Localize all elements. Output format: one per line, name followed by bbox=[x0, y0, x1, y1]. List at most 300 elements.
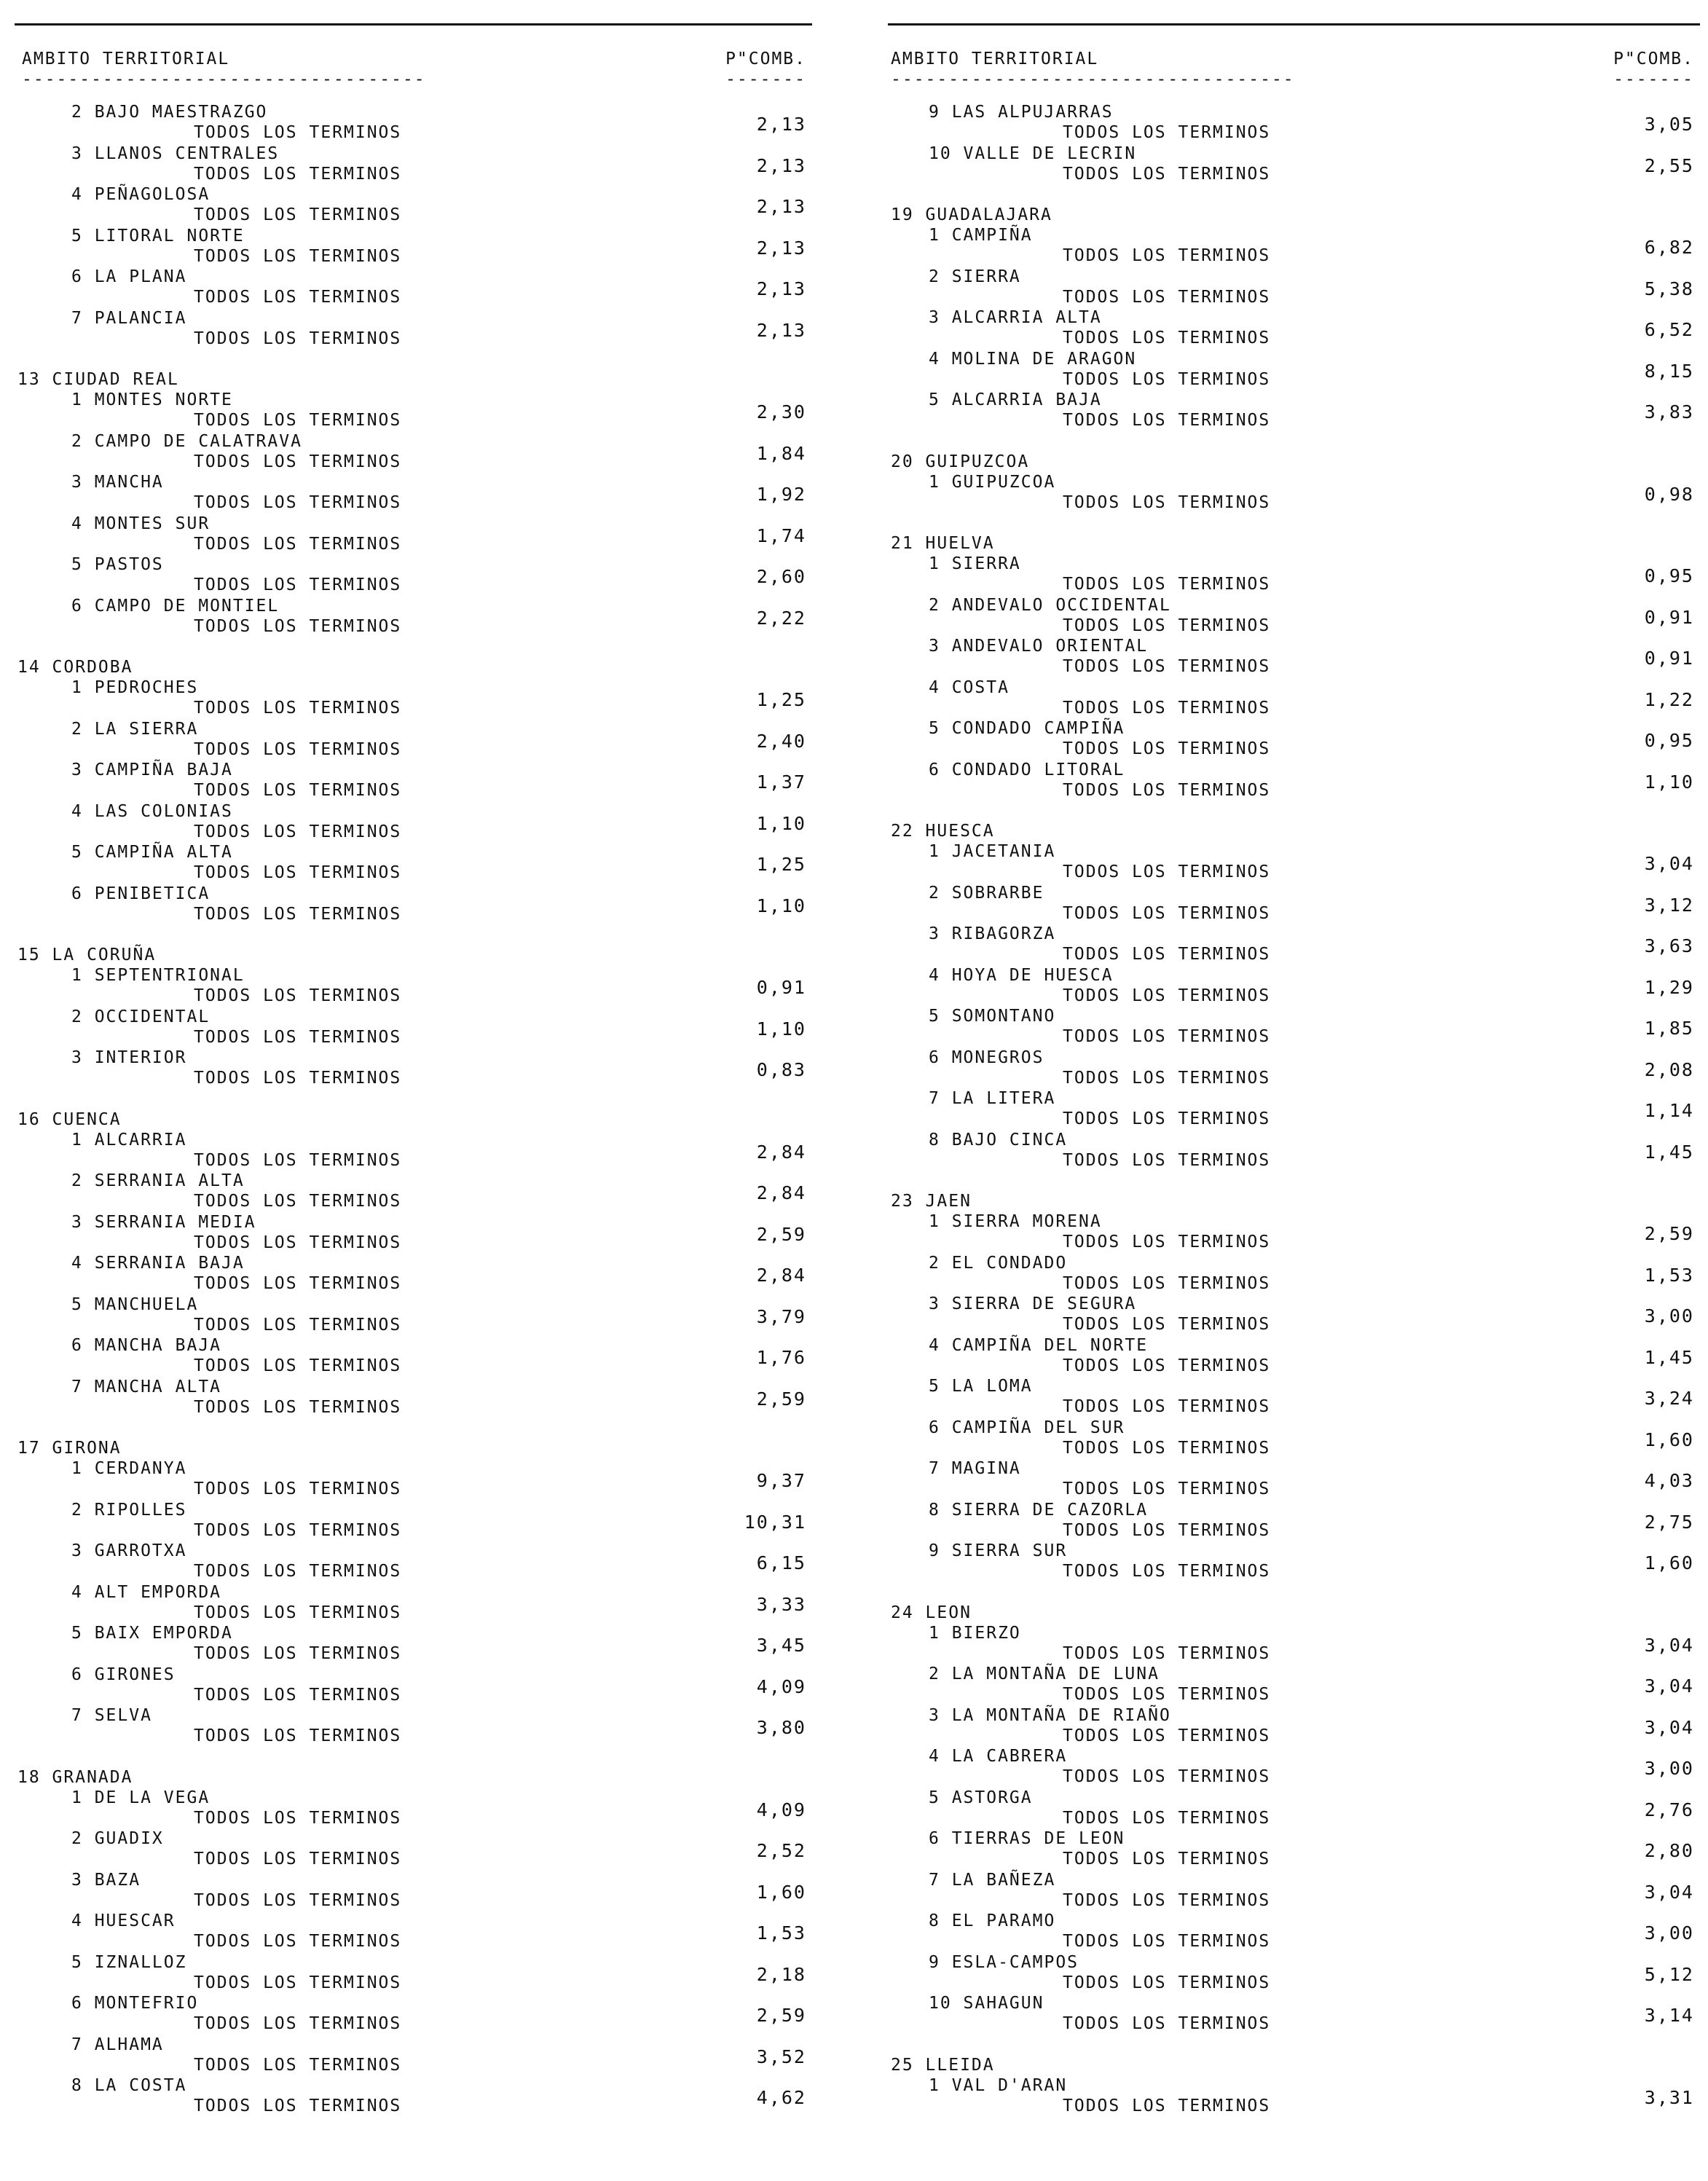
terminos-label: TODOS LOS TERMINOS bbox=[1063, 945, 1271, 964]
comarca-entry bbox=[0, 1993, 812, 2035]
pcomb-value: 3,31 bbox=[1644, 2086, 1694, 2108]
terminos-label: TODOS LOS TERMINOS bbox=[194, 699, 402, 718]
terminos-label: TODOS LOS TERMINOS bbox=[194, 1150, 402, 1170]
comarca-name: 2 ANDEVALO OCCIDENTAL bbox=[929, 595, 1171, 615]
comarca-entry bbox=[888, 1993, 1700, 2035]
comarca-name: 8 SIERRA DE CAZORLA bbox=[929, 1500, 1149, 1520]
terminos-label: TODOS LOS TERMINOS bbox=[1063, 1438, 1271, 1458]
left-column bbox=[0, 0, 812, 2181]
terminos-label: TODOS LOS TERMINOS bbox=[1063, 1356, 1271, 1375]
pcomb-value: 1,10 bbox=[1644, 771, 1694, 793]
block-spacer bbox=[888, 431, 1700, 452]
comarca-entry bbox=[0, 1828, 812, 1870]
terminos-label: TODOS LOS TERMINOS bbox=[1063, 1643, 1271, 1663]
pcomb-value: 6,52 bbox=[1644, 319, 1694, 340]
block-spacer bbox=[888, 1582, 1700, 1603]
comarca-entry bbox=[0, 760, 812, 801]
comarca-entry bbox=[888, 965, 1700, 1007]
terminos-label: TODOS LOS TERMINOS bbox=[194, 288, 402, 307]
comarca-entry bbox=[0, 842, 812, 884]
pcomb-value: 0,98 bbox=[1644, 483, 1694, 505]
terminos-label: TODOS LOS TERMINOS bbox=[194, 1685, 402, 1705]
province-heading: 14 CORDOBA bbox=[17, 658, 133, 677]
comarca-entry bbox=[0, 1623, 812, 1665]
top-rule bbox=[888, 23, 1700, 25]
pcomb-value: 2,18 bbox=[756, 1963, 806, 1985]
pcomb-value: 1,60 bbox=[756, 1881, 806, 1903]
comarca-entry bbox=[0, 1458, 812, 1500]
block-spacer bbox=[888, 2035, 1700, 2055]
pcomb-value: 2,59 bbox=[1644, 1223, 1694, 1244]
pcomb-value: 3,04 bbox=[1644, 1881, 1694, 1903]
comarca-entry bbox=[888, 1294, 1700, 1335]
comarca-name: 2 GUADIX bbox=[71, 1829, 164, 1848]
comarca-name: 5 SOMONTANO bbox=[929, 1007, 1056, 1026]
block-spacer bbox=[0, 637, 812, 657]
province-heading: 25 LLEIDA bbox=[891, 2055, 995, 2075]
pcomb-value: 3,83 bbox=[1644, 401, 1694, 423]
comarca-entry bbox=[888, 1253, 1700, 1294]
pcomb-value: 2,13 bbox=[756, 319, 806, 341]
terminos-label: TODOS LOS TERMINOS bbox=[1063, 369, 1271, 389]
block-spacer bbox=[0, 924, 812, 945]
comarca-entry bbox=[888, 1828, 1700, 1870]
ambito-underline: ----------------------------------- bbox=[22, 70, 426, 89]
province-heading: 19 GUADALAJARA bbox=[891, 205, 1052, 224]
comarca-entry bbox=[888, 102, 1700, 144]
pcomb-value: 1,22 bbox=[1644, 688, 1694, 710]
comarca-entry bbox=[0, 1130, 812, 1171]
pcomb-value: 5,38 bbox=[1644, 278, 1694, 299]
terminos-label: TODOS LOS TERMINOS bbox=[194, 411, 402, 430]
comarca-entry bbox=[0, 431, 812, 473]
comarca-name: 2 SERRANIA ALTA bbox=[71, 1171, 245, 1190]
pcomb-value: 2,80 bbox=[1644, 1840, 1694, 1861]
pcomb-underline: ------- bbox=[725, 70, 806, 89]
comarca-name: 3 ANDEVALO ORIENTAL bbox=[929, 637, 1149, 656]
comarca-name: 1 CAMPIÑA bbox=[929, 226, 1033, 245]
pcomb-value: 1,25 bbox=[756, 854, 806, 875]
comarca-entry bbox=[0, 472, 812, 514]
terminos-label: TODOS LOS TERMINOS bbox=[1063, 780, 1271, 800]
comarca-name: 2 RIPOLLES bbox=[71, 1500, 187, 1520]
pcomb-value: 0,91 bbox=[1644, 606, 1694, 628]
pcomb-value: 2,84 bbox=[756, 1265, 806, 1286]
comarca-entry bbox=[888, 307, 1700, 349]
comarca-name: 5 IZNALLOZ bbox=[71, 1952, 187, 1972]
terminos-label: TODOS LOS TERMINOS bbox=[1063, 575, 1271, 594]
comarca-name: 4 ALT EMPORDA bbox=[71, 1582, 222, 1602]
comarca-entry bbox=[0, 1705, 812, 1747]
pcomb-value: 2,84 bbox=[756, 1141, 806, 1163]
terminos-label: TODOS LOS TERMINOS bbox=[1063, 657, 1271, 676]
terminos-label: TODOS LOS TERMINOS bbox=[1063, 1109, 1271, 1128]
terminos-label: TODOS LOS TERMINOS bbox=[1063, 1850, 1271, 1868]
comarca-entry bbox=[0, 1952, 812, 1994]
pcomb-value: 0,95 bbox=[1644, 730, 1694, 751]
comarca-name: 4 MONTES SUR bbox=[71, 514, 210, 533]
comarca-entry bbox=[888, 349, 1700, 390]
pcomb-value: 1,60 bbox=[1644, 1429, 1694, 1450]
block-spacer bbox=[0, 349, 812, 369]
pcomb-value: 2,13 bbox=[756, 114, 806, 135]
comarca-entry bbox=[888, 144, 1700, 185]
terminos-label: TODOS LOS TERMINOS bbox=[194, 1562, 402, 1581]
pcomb-value: 2,75 bbox=[1644, 1511, 1694, 1533]
comarca-name: 6 MONTEFRIO bbox=[71, 1994, 199, 2013]
block-spacer bbox=[0, 1747, 812, 1767]
comarca-name: 1 SIERRA bbox=[929, 554, 1021, 573]
comarca-entry bbox=[0, 1377, 812, 1418]
comarca-entry bbox=[888, 1541, 1700, 1582]
comarca-entry bbox=[0, 719, 812, 761]
comarca-entry bbox=[0, 1212, 812, 1254]
terminos-label: TODOS LOS TERMINOS bbox=[1063, 329, 1271, 347]
comarca-name: 7 ALHAMA bbox=[71, 2035, 164, 2054]
comarca-name: 4 HOYA DE HUESCA bbox=[929, 965, 1114, 985]
comarca-entry bbox=[0, 1541, 812, 1582]
terminos-label: TODOS LOS TERMINOS bbox=[194, 1274, 402, 1293]
province-heading: 16 CUENCA bbox=[17, 1109, 122, 1129]
comarca-name: 4 PEÑAGOLOSA bbox=[71, 185, 210, 204]
pcomb-value: 2,08 bbox=[1644, 1058, 1694, 1080]
comarca-entry bbox=[888, 1006, 1700, 1048]
pcomb-header: P"COMB. bbox=[1613, 50, 1694, 68]
pcomb-value: 2,55 bbox=[1644, 154, 1694, 176]
terminos-label: TODOS LOS TERMINOS bbox=[194, 1726, 402, 1745]
terminos-label: TODOS LOS TERMINOS bbox=[1063, 1479, 1271, 1498]
comarca-entry bbox=[888, 390, 1700, 431]
comarca-name: 3 RIBAGORZA bbox=[929, 924, 1056, 943]
comarca-name: 6 LA PLANA bbox=[71, 267, 187, 286]
terminos-label: TODOS LOS TERMINOS bbox=[1063, 287, 1271, 307]
comarca-name: 7 LA LITERA bbox=[929, 1089, 1056, 1108]
terminos-label: TODOS LOS TERMINOS bbox=[194, 2055, 402, 2075]
pcomb-value: 1,45 bbox=[1644, 1346, 1694, 1368]
terminos-label: TODOS LOS TERMINOS bbox=[194, 1890, 402, 1910]
pcomb-value: 6,15 bbox=[756, 1552, 806, 1573]
pcomb-value: 3,05 bbox=[1644, 114, 1694, 135]
province-heading: 22 HUESCA bbox=[891, 822, 995, 841]
comarca-entry bbox=[888, 1088, 1700, 1130]
comarca-name: 2 LA SIERRA bbox=[71, 719, 199, 739]
comarca-entry bbox=[888, 718, 1700, 760]
pcomb-value: 3,00 bbox=[1644, 1922, 1694, 1944]
block-spacer bbox=[888, 801, 1700, 821]
comarca-name: 5 CONDADO CAMPIÑA bbox=[929, 719, 1125, 738]
terminos-label: TODOS LOS TERMINOS bbox=[1063, 1027, 1271, 1046]
comarca-name: 4 LAS COLONIAS bbox=[71, 801, 233, 821]
comarca-entry bbox=[888, 883, 1700, 924]
comarca-entry bbox=[0, 390, 812, 431]
terminos-label: TODOS LOS TERMINOS bbox=[1063, 1397, 1271, 1416]
pcomb-value: 2,59 bbox=[756, 1223, 806, 1245]
terminos-label: TODOS LOS TERMINOS bbox=[194, 1479, 402, 1498]
comarca-name: 2 CAMPO DE CALATRAVA bbox=[71, 431, 302, 451]
comarca-name: 4 MOLINA DE ARAGON bbox=[929, 349, 1137, 369]
comarca-entry bbox=[0, 1870, 812, 1911]
comarca-entry bbox=[0, 144, 812, 185]
comarca-name: 2 BAJO MAESTRAZGO bbox=[71, 103, 268, 122]
pcomb-value: 1,92 bbox=[756, 484, 806, 505]
comarca-entry bbox=[888, 595, 1700, 637]
pcomb-value: 1,85 bbox=[1644, 1018, 1694, 1039]
pcomb-value: 4,62 bbox=[756, 2087, 806, 2108]
comarca-name: 1 DE LA VEGA bbox=[71, 1788, 210, 1807]
terminos-label: TODOS LOS TERMINOS bbox=[1063, 1767, 1271, 1786]
comarca-name: 10 VALLE DE LECRIN bbox=[929, 144, 1137, 163]
block-spacer bbox=[888, 513, 1700, 533]
comarca-name: 7 MANCHA ALTA bbox=[71, 1377, 222, 1396]
comarca-name: 1 PEDROCHES bbox=[71, 678, 199, 697]
comarca-name: 5 ALCARRIA BAJA bbox=[929, 390, 1102, 409]
comarca-name: 6 CAMPIÑA DEL SUR bbox=[929, 1418, 1125, 1437]
comarca-entry bbox=[0, 1048, 812, 1089]
comarca-entry bbox=[888, 267, 1700, 308]
block-spacer bbox=[0, 1089, 812, 1109]
terminos-label: TODOS LOS TERMINOS bbox=[194, 452, 402, 471]
pcomb-value: 3,00 bbox=[1644, 1758, 1694, 1779]
terminos-label: TODOS LOS TERMINOS bbox=[194, 739, 402, 759]
comarca-name: 2 SOBRARBE bbox=[929, 883, 1044, 903]
block-spacer bbox=[888, 184, 1700, 205]
comarca-entry bbox=[0, 1007, 812, 1048]
terminos-label: TODOS LOS TERMINOS bbox=[1063, 1890, 1271, 1910]
comarca-name: 2 EL CONDADO bbox=[929, 1253, 1068, 1273]
comarca-name: 9 SIERRA SUR bbox=[929, 1541, 1068, 1560]
terminos-label: TODOS LOS TERMINOS bbox=[1063, 986, 1271, 1005]
terminos-label: TODOS LOS TERMINOS bbox=[194, 329, 402, 348]
comarca-entry bbox=[0, 596, 812, 637]
comarca-entry bbox=[888, 1211, 1700, 1253]
terminos-label: TODOS LOS TERMINOS bbox=[194, 1027, 402, 1047]
comarca-name: 7 LA BAÑEZA bbox=[929, 1870, 1056, 1890]
block-spacer bbox=[0, 1418, 812, 1438]
comarca-name: 3 SIERRA DE SEGURA bbox=[929, 1294, 1137, 1313]
pcomb-value: 2,30 bbox=[756, 401, 806, 423]
comarca-entry bbox=[0, 1253, 812, 1294]
terminos-label: TODOS LOS TERMINOS bbox=[194, 904, 402, 924]
pcomb-value: 2,59 bbox=[756, 2005, 806, 2026]
terminos-label: TODOS LOS TERMINOS bbox=[1063, 1520, 1271, 1540]
comarca-entry bbox=[0, 1294, 812, 1336]
comarca-entry bbox=[888, 1788, 1700, 1829]
comarca-name: 5 LA LOMA bbox=[929, 1377, 1033, 1396]
terminos-label: TODOS LOS TERMINOS bbox=[1063, 1932, 1271, 1951]
comarca-entry bbox=[0, 1788, 812, 1829]
terminos-label: TODOS LOS TERMINOS bbox=[1063, 492, 1271, 512]
terminos-label: TODOS LOS TERMINOS bbox=[1063, 616, 1271, 635]
comarca-name: 3 GARROTXA bbox=[71, 1541, 187, 1560]
comarca-entry bbox=[888, 1870, 1700, 1911]
comarca-name: 9 LAS ALPUJARRAS bbox=[929, 103, 1114, 122]
terminos-label: TODOS LOS TERMINOS bbox=[1063, 698, 1271, 718]
comarca-name: 1 MONTES NORTE bbox=[71, 390, 233, 409]
terminos-label: TODOS LOS TERMINOS bbox=[194, 246, 402, 266]
comarca-entry bbox=[888, 1418, 1700, 1459]
pcomb-value: 2,13 bbox=[756, 154, 806, 176]
pcomb-value: 0,83 bbox=[756, 1059, 806, 1080]
pcomb-value: 1,45 bbox=[1644, 1141, 1694, 1163]
comarca-name: 8 EL PARAMO bbox=[929, 1911, 1056, 1930]
comarca-name: 5 PASTOS bbox=[71, 555, 164, 574]
terminos-label: TODOS LOS TERMINOS bbox=[1063, 1562, 1271, 1581]
terminos-label: TODOS LOS TERMINOS bbox=[1063, 903, 1271, 923]
comarca-name: 8 BAJO CINCA bbox=[929, 1130, 1068, 1150]
comarca-name: 6 TIERRAS DE LEON bbox=[929, 1829, 1125, 1848]
comarca-name: 5 ASTORGA bbox=[929, 1788, 1033, 1807]
terminos-label: TODOS LOS TERMINOS bbox=[1063, 164, 1271, 184]
pcomb-value: 2,40 bbox=[756, 730, 806, 752]
comarca-name: 3 MANCHA bbox=[71, 473, 164, 492]
comarca-entry bbox=[0, 102, 812, 144]
terminos-label: TODOS LOS TERMINOS bbox=[194, 1069, 402, 1088]
province-heading: 24 LEON bbox=[891, 1603, 972, 1622]
comarca-entry bbox=[888, 1746, 1700, 1788]
terminos-label: TODOS LOS TERMINOS bbox=[194, 123, 402, 142]
comarca-name: 5 MANCHUELA bbox=[71, 1294, 199, 1314]
pcomb-value: 3,24 bbox=[1644, 1388, 1694, 1409]
terminos-label: TODOS LOS TERMINOS bbox=[194, 616, 402, 636]
comarca-name: 2 OCCIDENTAL bbox=[71, 1007, 210, 1026]
province-heading: 21 HUELVA bbox=[891, 534, 995, 553]
comarca-name: 1 JACETANIA bbox=[929, 842, 1056, 861]
comarca-entry bbox=[888, 677, 1700, 719]
pcomb-value: 5,12 bbox=[1644, 1963, 1694, 1985]
comarca-entry bbox=[888, 1952, 1700, 1994]
pcomb-value: 3,14 bbox=[1644, 2005, 1694, 2026]
terminos-label: TODOS LOS TERMINOS bbox=[1063, 1808, 1271, 1828]
comarca-name: 1 GUIPUZCOA bbox=[929, 472, 1056, 492]
pcomb-value: 2,22 bbox=[756, 607, 806, 629]
comarca-entry bbox=[888, 760, 1700, 801]
comarca-entry bbox=[0, 1665, 812, 1706]
comarca-name: 4 SERRANIA BAJA bbox=[71, 1254, 245, 1273]
pcomb-value: 2,76 bbox=[1644, 1799, 1694, 1820]
pcomb-value: 3,80 bbox=[756, 1717, 806, 1738]
pcomb-value: 1,76 bbox=[756, 1347, 806, 1368]
terminos-label: TODOS LOS TERMINOS bbox=[194, 1932, 402, 1951]
comarca-name: 3 INTERIOR bbox=[71, 1048, 187, 1067]
comarca-name: 4 CAMPIÑA DEL NORTE bbox=[929, 1335, 1149, 1355]
terminos-label: TODOS LOS TERMINOS bbox=[1063, 1973, 1271, 1992]
comarca-name: 5 CAMPIÑA ALTA bbox=[71, 843, 233, 862]
comarca-entry bbox=[0, 2035, 812, 2076]
pcomb-value: 0,91 bbox=[756, 977, 806, 998]
pcomb-value: 2,13 bbox=[756, 196, 806, 217]
terminos-label: TODOS LOS TERMINOS bbox=[1063, 123, 1271, 142]
comarca-name: 3 LLANOS CENTRALES bbox=[71, 144, 280, 163]
pcomb-value: 1,29 bbox=[1644, 976, 1694, 998]
pcomb-value: 3,00 bbox=[1644, 1305, 1694, 1327]
comarca-entry bbox=[0, 1335, 812, 1377]
pcomb-value: 3,04 bbox=[1644, 853, 1694, 874]
terminos-label: TODOS LOS TERMINOS bbox=[1063, 1726, 1271, 1745]
comarca-name: 1 VAL D'ARAN bbox=[929, 2075, 1068, 2095]
comarca-name: 6 MANCHA BAJA bbox=[71, 1336, 222, 1355]
terminos-label: TODOS LOS TERMINOS bbox=[194, 493, 402, 512]
terminos-label: TODOS LOS TERMINOS bbox=[194, 1192, 402, 1211]
comarca-entry bbox=[888, 1376, 1700, 1418]
comarca-name: 7 MAGINA bbox=[929, 1459, 1021, 1478]
comarca-name: 3 ALCARRIA ALTA bbox=[929, 308, 1102, 327]
comarca-name: 8 LA COSTA bbox=[71, 2076, 187, 2095]
terminos-label: TODOS LOS TERMINOS bbox=[1063, 1685, 1271, 1704]
comarca-entry bbox=[0, 226, 812, 267]
terminos-label: TODOS LOS TERMINOS bbox=[194, 986, 402, 1005]
block-spacer bbox=[888, 1171, 1700, 1191]
comarca-name: 6 CONDADO LITORAL bbox=[929, 760, 1125, 779]
province-heading: 15 LA CORUÑA bbox=[17, 946, 157, 964]
pcomb-value: 2,84 bbox=[756, 1182, 806, 1203]
pcomb-value: 2,60 bbox=[756, 566, 806, 587]
comarca-entry bbox=[888, 1048, 1700, 1089]
comarca-name: 7 PALANCIA bbox=[71, 308, 187, 328]
left-column-body bbox=[0, 102, 812, 2117]
pcomb-value: 3,79 bbox=[756, 1305, 806, 1327]
pcomb-value: 3,04 bbox=[1644, 1716, 1694, 1738]
pcomb-value: 3,12 bbox=[1644, 894, 1694, 916]
terminos-label: TODOS LOS TERMINOS bbox=[1063, 1315, 1271, 1334]
comarca-entry bbox=[0, 267, 812, 308]
ambito-underline: ----------------------------------- bbox=[891, 70, 1295, 89]
pcomb-value: 2,13 bbox=[756, 278, 806, 299]
pcomb-value: 1,10 bbox=[756, 812, 806, 834]
terminos-label: TODOS LOS TERMINOS bbox=[194, 164, 402, 184]
comarca-entry bbox=[0, 884, 812, 925]
comarca-name: 7 SELVA bbox=[71, 1706, 152, 1725]
comarca-name: 1 SEPTENTRIONAL bbox=[71, 966, 245, 985]
comarca-entry bbox=[888, 1623, 1700, 1665]
comarca-name: 2 LA MONTAÑA DE LUNA bbox=[929, 1665, 1160, 1683]
pcomb-value: 1,53 bbox=[756, 1922, 806, 1944]
comarca-entry bbox=[888, 2075, 1700, 2117]
pcomb-value: 4,09 bbox=[756, 1799, 806, 1820]
terminos-label: TODOS LOS TERMINOS bbox=[194, 863, 402, 882]
province-heading: 23 JAEN bbox=[891, 1192, 972, 1211]
terminos-label: TODOS LOS TERMINOS bbox=[1063, 2096, 1271, 2115]
comarca-entry bbox=[0, 1500, 812, 1541]
pcomb-value: 2,52 bbox=[756, 1840, 806, 1861]
pcomb-value: 4,09 bbox=[756, 1675, 806, 1697]
comarca-name: 6 GIRONES bbox=[71, 1665, 176, 1684]
terminos-label: TODOS LOS TERMINOS bbox=[194, 2014, 402, 2033]
comarca-entry bbox=[888, 1500, 1700, 1541]
terminos-label: TODOS LOS TERMINOS bbox=[194, 822, 402, 841]
comarca-entry bbox=[888, 1130, 1700, 1171]
comarca-entry bbox=[0, 554, 812, 596]
comarca-entry bbox=[0, 308, 812, 350]
comarca-entry bbox=[888, 472, 1700, 514]
pcomb-value: 3,63 bbox=[1644, 935, 1694, 956]
comarca-name: 3 SERRANIA MEDIA bbox=[71, 1212, 256, 1232]
comarca-entry bbox=[0, 514, 812, 555]
terminos-label: TODOS LOS TERMINOS bbox=[1063, 862, 1271, 881]
comarca-entry bbox=[0, 677, 812, 719]
pcomb-value: 3,04 bbox=[1644, 1675, 1694, 1697]
pcomb-value: 1,10 bbox=[756, 895, 806, 916]
terminos-label: TODOS LOS TERMINOS bbox=[194, 1973, 402, 1992]
pcomb-value: 8,15 bbox=[1644, 360, 1694, 382]
pcomb-value: 2,59 bbox=[756, 1388, 806, 1410]
ambito-header: AMBITO TERRITORIAL bbox=[22, 50, 230, 68]
terminos-label: TODOS LOS TERMINOS bbox=[194, 1644, 402, 1663]
pcomb-value: 1,84 bbox=[756, 442, 806, 464]
comarca-name: 10 SAHAGUN bbox=[929, 1994, 1044, 2013]
comarca-name: 9 ESLA-CAMPOS bbox=[929, 1952, 1079, 1972]
comarca-name: 1 CERDANYA bbox=[71, 1459, 187, 1478]
terminos-label: TODOS LOS TERMINOS bbox=[194, 534, 402, 554]
